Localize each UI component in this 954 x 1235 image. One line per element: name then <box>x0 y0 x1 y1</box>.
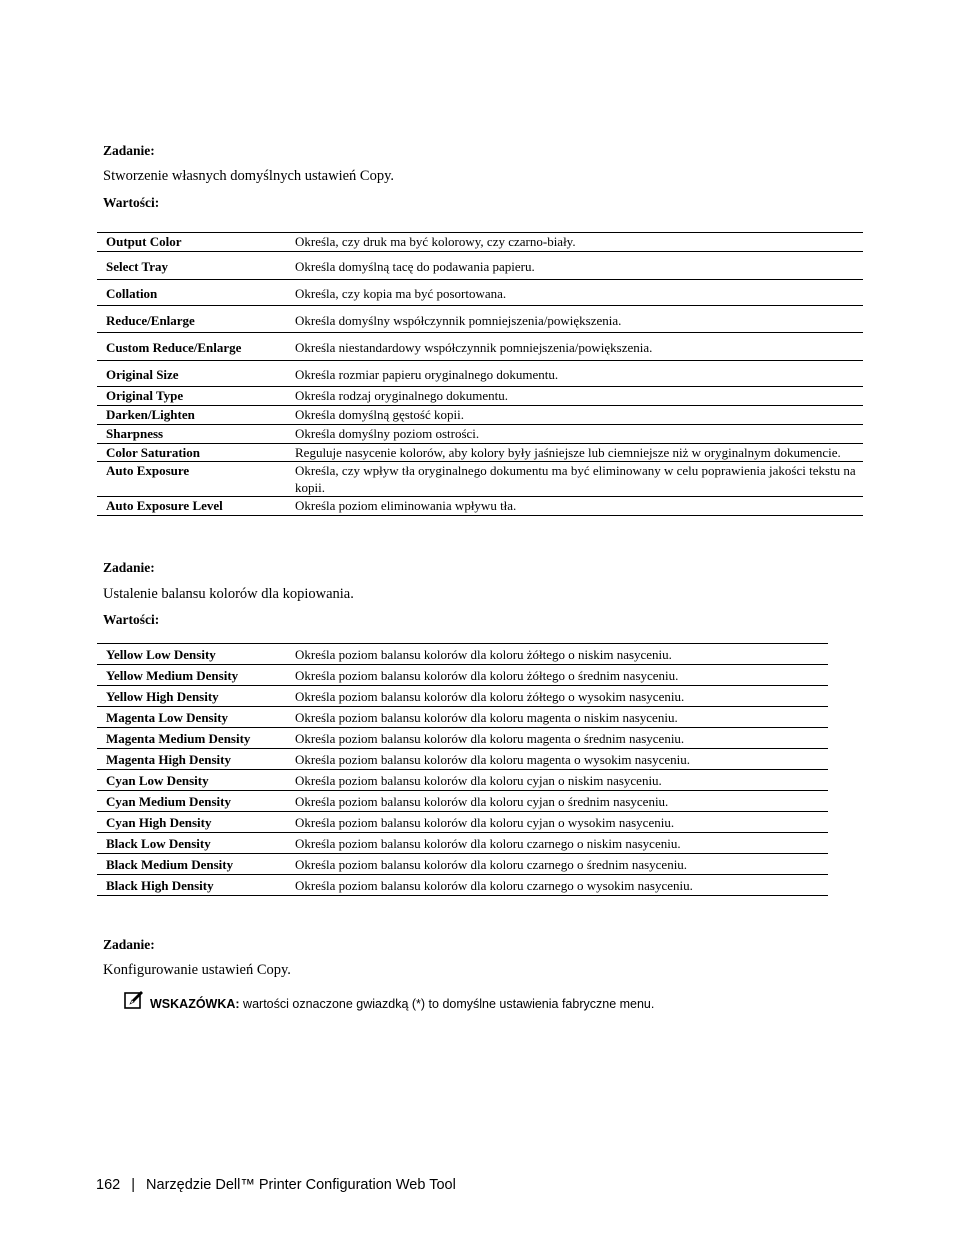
value-description: Określa niestandardowy współczynnik pomniejszenia/powiększenia. <box>286 333 863 361</box>
values-label: Wartości: <box>103 612 160 627</box>
value-name: Yellow Medium Density <box>97 665 286 686</box>
table-row <box>97 497 863 516</box>
value-description: Określa rozmiar papieru oryginalnego dokumentu. <box>286 361 863 387</box>
task-label: Zadanie: <box>103 143 155 158</box>
value-description: Określa, czy druk ma być kolorowy, czy czarno-biały. <box>286 233 863 252</box>
value-description: Określa domyślną gęstość kopii. <box>286 406 863 425</box>
table-row <box>97 644 828 665</box>
value-name: Auto Exposure <box>97 462 286 497</box>
value-description: Określa poziom balansu kolorów dla koloru cyjan o niskim nasyceniu. <box>286 770 828 791</box>
note-label: WSKAZÓWKA: <box>150 997 240 1011</box>
value-name: Cyan High Density <box>97 812 286 833</box>
task-text: Stworzenie własnych domyślnych ustawień Copy. <box>103 168 395 184</box>
value-name: Reduce/Enlarge <box>97 306 286 333</box>
table-row <box>97 707 828 728</box>
value-description: Określa domyślną tacę do podawania papieru. <box>286 252 863 280</box>
table-row <box>97 462 863 497</box>
value-name: Original Type <box>97 387 286 406</box>
task-label: Zadanie: <box>103 560 155 575</box>
table-row <box>97 749 828 770</box>
value-name: Custom Reduce/Enlarge <box>97 333 286 361</box>
value-description: Określa poziom balansu kolorów dla koloru czarnego o niskim nasyceniu. <box>286 833 828 854</box>
table-row <box>97 875 828 896</box>
table-row <box>97 280 863 306</box>
value-description: Określa domyślny współczynnik pomniejszenia/powiększenia. <box>286 306 863 333</box>
value-description: Określa poziom balansu kolorów dla koloru czarnego o wysokim nasyceniu. <box>286 875 828 896</box>
value-name: Magenta Medium Density <box>97 728 286 749</box>
value-name: Color Saturation <box>97 444 286 462</box>
value-name: Black High Density <box>97 875 286 896</box>
table-row <box>97 728 828 749</box>
table-row <box>97 665 828 686</box>
table-row <box>97 233 863 252</box>
table-row <box>97 833 828 854</box>
table-row <box>97 252 863 280</box>
task-label: Zadanie: <box>103 937 155 952</box>
value-description: Określa poziom balansu kolorów dla koloru magenta o średnim nasyceniu. <box>286 728 828 749</box>
table-row <box>97 812 828 833</box>
page-number: 162 <box>96 1177 121 1193</box>
value-description: Określa, czy kopia ma być posortowana. <box>286 280 863 306</box>
value-name: Darken/Lighten <box>97 406 286 425</box>
value-description: Określa poziom balansu kolorów dla koloru cyjan o średnim nasyceniu. <box>286 791 828 812</box>
copy-defaults-values-table <box>97 232 863 516</box>
value-name: Auto Exposure Level <box>97 497 286 516</box>
value-description: Określa, czy wpływ tła oryginalnego dokumentu ma być eliminowany w celu poprawienia jakości tekstu na kopii. <box>286 462 863 497</box>
page-footer <box>96 1177 456 1193</box>
task-text: Konfigurowanie ustawień Copy. <box>103 962 291 978</box>
value-name: Sharpness <box>97 425 286 444</box>
value-name: Select Tray <box>97 252 286 280</box>
footer-separator: | <box>131 1177 136 1193</box>
pencil-note-icon <box>124 990 144 1010</box>
value-description: Określa domyślny poziom ostrości. <box>286 425 863 444</box>
value-description: Określa poziom balansu kolorów dla koloru magenta o niskim nasyceniu. <box>286 707 828 728</box>
color-balance-values-table <box>97 643 828 896</box>
table-row <box>97 306 863 333</box>
value-name: Cyan Medium Density <box>97 791 286 812</box>
value-name: Yellow Low Density <box>97 644 286 665</box>
value-name: Black Low Density <box>97 833 286 854</box>
task-text: Ustalenie balansu kolorów dla kopiowania. <box>103 586 354 602</box>
values-label: Wartości: <box>103 195 160 210</box>
table-row <box>97 387 863 406</box>
table-row <box>97 791 828 812</box>
value-description: Określa rodzaj oryginalnego dokumentu. <box>286 387 863 406</box>
table-row <box>97 686 828 707</box>
value-description: Określa poziom balansu kolorów dla koloru cyjan o wysokim nasyceniu. <box>286 812 828 833</box>
value-name: Original Size <box>97 361 286 387</box>
value-description: Określa poziom balansu kolorów dla koloru czarnego o średnim nasyceniu. <box>286 854 828 875</box>
value-description: Określa poziom balansu kolorów dla koloru żółtego o niskim nasyceniu. <box>286 644 828 665</box>
value-description: Określa poziom eliminowania wpływu tła. <box>286 497 863 516</box>
value-name: Magenta High Density <box>97 749 286 770</box>
table-row <box>97 333 863 361</box>
table-row <box>97 406 863 425</box>
table-row <box>97 361 863 387</box>
table-row <box>97 444 863 462</box>
value-name: Cyan Low Density <box>97 770 286 791</box>
value-description: Określa poziom balansu kolorów dla koloru magenta o wysokim nasyceniu. <box>286 749 828 770</box>
table-row <box>97 770 828 791</box>
note-text: wartości oznaczone gwiazdką (*) to domyślne ustawienia fabryczne menu. <box>239 997 655 1011</box>
value-name: Output Color <box>97 233 286 252</box>
value-description: Określa poziom balansu kolorów dla koloru żółtego o średnim nasyceniu. <box>286 665 828 686</box>
value-name: Collation <box>97 280 286 306</box>
footer-title: Narzędzie Dell™ Printer Configuration Web Tool <box>146 1177 456 1193</box>
value-name: Black Medium Density <box>97 854 286 875</box>
value-name: Magenta Low Density <box>97 707 286 728</box>
note <box>150 997 654 1011</box>
value-description: Reguluje nasycenie kolorów, aby kolory były jaśniejsze lub ciemniejsze niż w oryginalnym dokumencie. <box>286 444 863 462</box>
table-row <box>97 425 863 444</box>
value-description: Określa poziom balansu kolorów dla koloru żółtego o wysokim nasyceniu. <box>286 686 828 707</box>
table-row <box>97 854 828 875</box>
value-name: Yellow High Density <box>97 686 286 707</box>
